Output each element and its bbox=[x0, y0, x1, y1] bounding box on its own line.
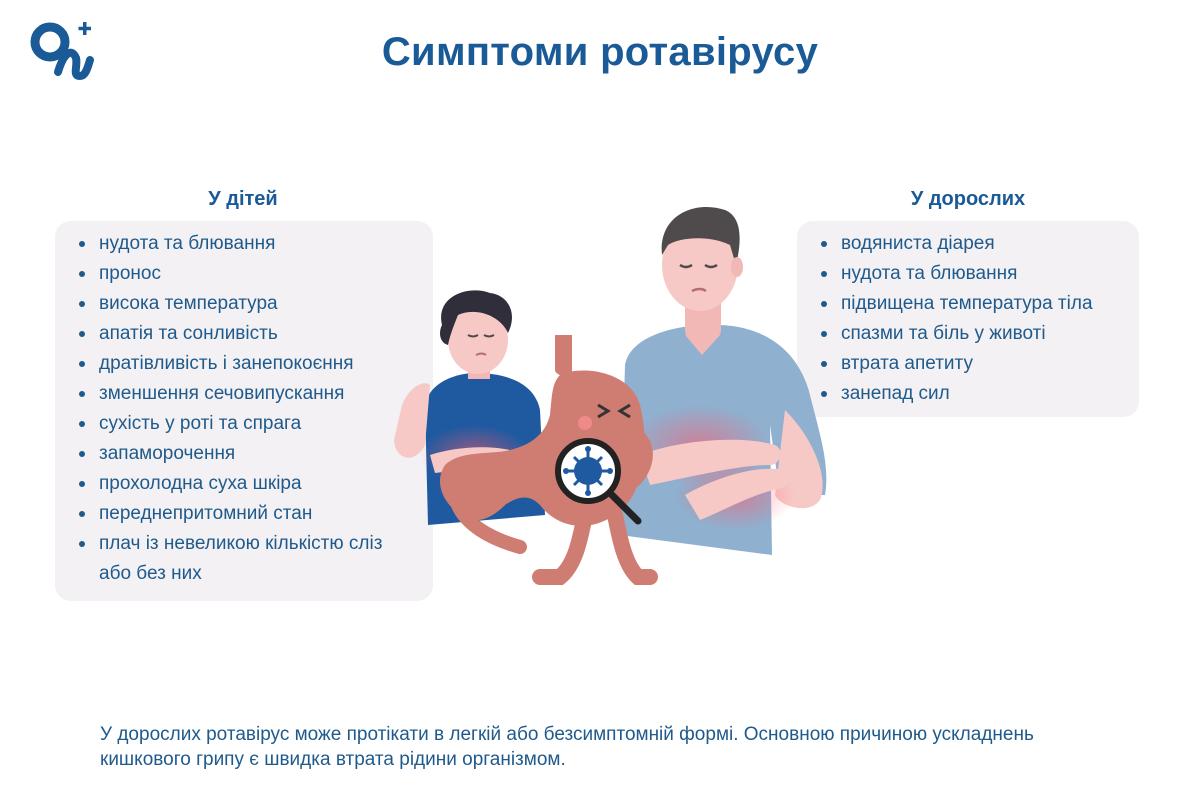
adults-symptom-item: спазми та біль у животі bbox=[819, 319, 1123, 349]
adults-heading: У дорослих bbox=[910, 188, 1026, 210]
illustration bbox=[380, 195, 850, 605]
adults-symptom-item: нудота та блювання bbox=[819, 259, 1123, 289]
children-symptom-item: зменшення сечовипускання bbox=[77, 379, 417, 409]
adults-symptom-item: водяниста діарея bbox=[819, 229, 1123, 259]
children-symptom-item: апатія та сонливість bbox=[77, 319, 417, 349]
children-symptoms-panel bbox=[55, 221, 433, 601]
children-symptoms-list bbox=[77, 229, 417, 589]
children-symptom-item: висока температура bbox=[77, 289, 417, 319]
children-symptom-item: нудота та блювання bbox=[77, 229, 417, 259]
adult-figure-icon bbox=[620, 207, 826, 555]
children-symptom-item: плач із невеликою кількістю сліз або без них bbox=[77, 529, 417, 589]
children-symptom-item: пронос bbox=[77, 259, 417, 289]
adults-symptom-item: підвищена температура тіла bbox=[819, 289, 1123, 319]
children-symptom-item: прохолодна суха шкіра bbox=[77, 469, 417, 499]
children-heading: У дітей bbox=[208, 188, 278, 210]
adults-symptom-item: втрата апетиту bbox=[819, 349, 1123, 379]
adults-symptoms-list bbox=[819, 229, 1123, 409]
page-title: Симптоми ротавірусу bbox=[381, 30, 819, 74]
adults-symptom-item: занепад сил bbox=[819, 379, 1123, 409]
children-symptom-item: дратівливість і занепокоєння bbox=[77, 349, 417, 379]
footnote: У дорослих ротавірус може протікати в легкій або безсимптомній формі. Основною причиною ускладнень кишкового грипу є швидка втрата рідини організмом. bbox=[100, 724, 1034, 770]
children-symptom-item: запаморочення bbox=[77, 439, 417, 469]
children-symptom-item: сухість у роті та спрага bbox=[77, 409, 417, 439]
children-symptom-item: переднепритомний стан bbox=[77, 499, 417, 529]
